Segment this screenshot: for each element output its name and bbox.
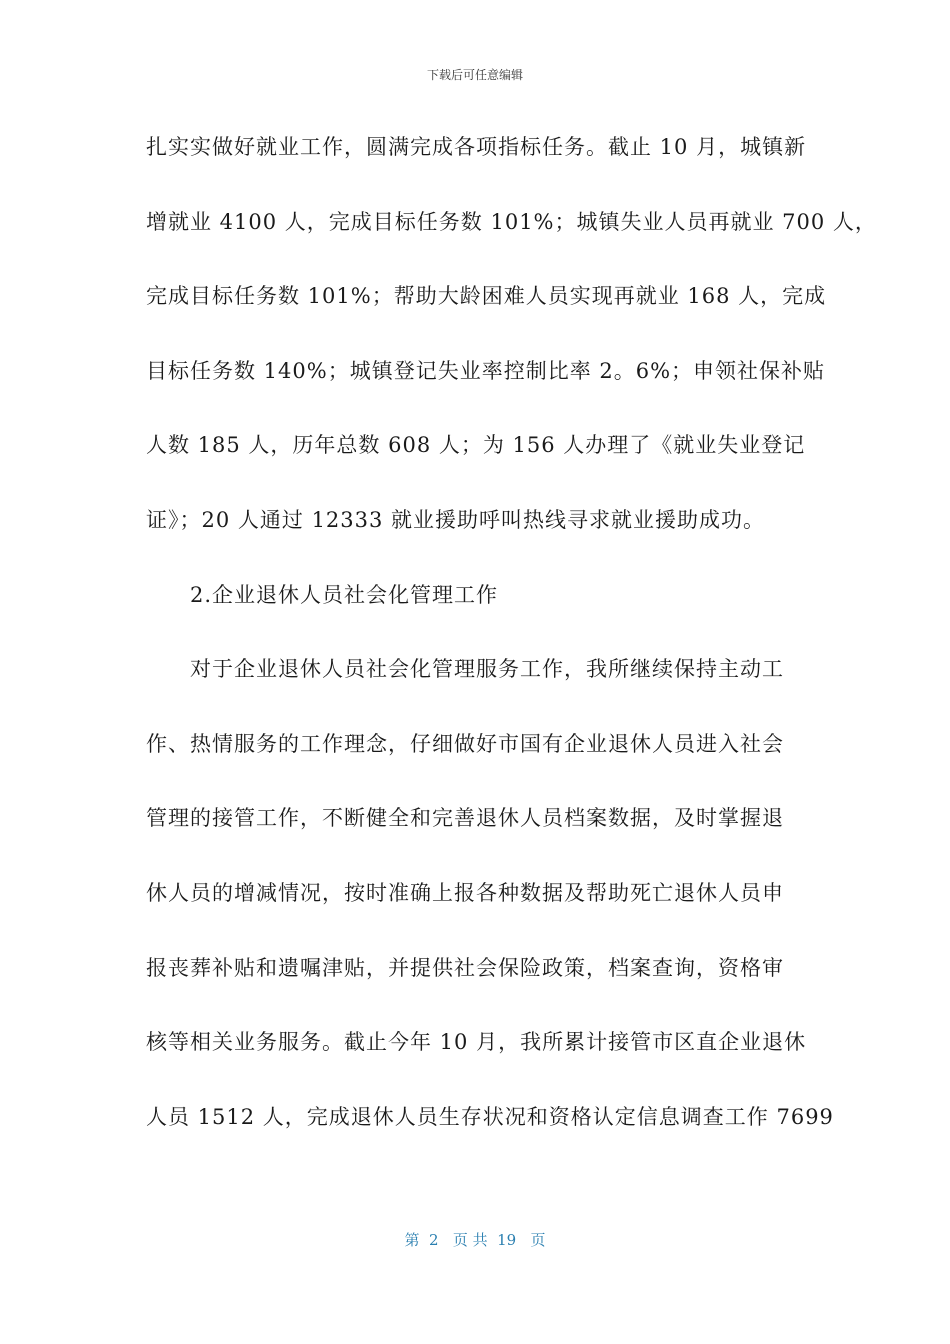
text-line: 完成目标任务数 101%；帮助大龄困难人员实现再就业 168 人，完成 [146, 284, 827, 309]
text-line: 目标任务数 140%；城镇登记失业率控制比率 2。6%；申领社保补贴 [146, 358, 826, 383]
text-line: 作、热情服务的工作理念，仔细做好市国有企业退休人员进入社会 [146, 731, 784, 756]
text-line: 人员 1512 人，完成退休人员生存状况和资格认定信息调查工作 7699 [146, 1104, 834, 1129]
page-footer: 第 2 页 共 19 页 [404, 1231, 546, 1249]
text-line: 核等相关业务服务。截止今年 10 月，我所累计接管市区直企业退休 [146, 1030, 807, 1055]
page-header: 下载后可任意编辑 [426, 68, 523, 82]
text-line: 报丧葬补贴和遗嘱津贴，并提供社会保险政策，档案查询，资格审 [146, 955, 784, 980]
text-line: 扎实实做好就业工作，圆满完成各项指标任务。截止 10 月，城镇新 [146, 135, 807, 159]
document-body [146, 130, 877, 1174]
text-line: 管理的接管工作，不断健全和完善退休人员档案数据，及时掌握退 [146, 806, 784, 831]
text-line: 对于企业退休人员社会化管理服务工作，我所继续保持主动工 [190, 657, 784, 682]
text-line: 人数 185 人，历年总数 608 人；为 156 人办理了《就业失业登记 [146, 433, 806, 458]
text-line: 增就业 4100 人，完成目标任务数 101%；城镇失业人员再就业 700 人， [146, 209, 877, 234]
text-line: 证》；20 人通过 12333 就业援助呼叫热线寻求就业援助成功。 [146, 507, 766, 532]
text-line: 休人员的增减情况，按时准确上报各种数据及帮助死亡退休人员申 [146, 880, 784, 905]
section-heading: 2.企业退休人员社会化管理工作 [190, 582, 499, 607]
